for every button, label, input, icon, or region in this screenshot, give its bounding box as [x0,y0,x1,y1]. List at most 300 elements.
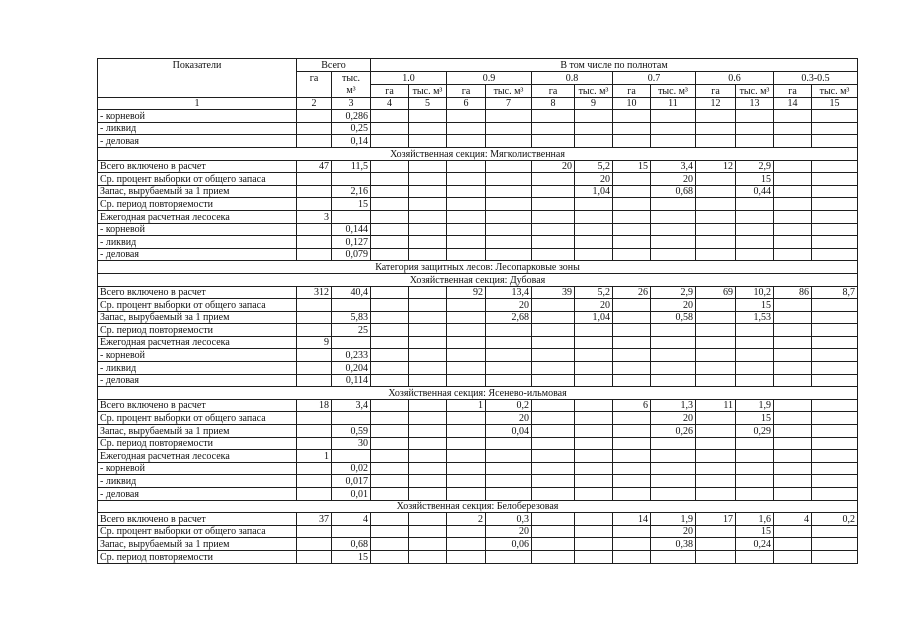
row-label: - деловая [98,374,297,387]
table-cell [532,110,575,123]
table-cell [774,462,812,475]
table-cell: 15 [736,525,774,538]
table-cell: 0,26 [651,425,696,438]
table-cell [812,236,858,249]
density-header: 0.3-0.5 [774,71,858,84]
table-cell: 40,4 [332,286,371,299]
table-cell [812,399,858,412]
row-label: Ср. период повторяемости [98,324,297,337]
table-cell [651,210,696,223]
table-cell [613,412,651,425]
table-cell [447,210,486,223]
table-cell: 0,04 [486,425,532,438]
row-label: Ср. период повторяемости [98,437,297,450]
table-cell [696,525,736,538]
row-label: Ежегодная расчетная лесосека [98,450,297,463]
table-cell: 2 [447,513,486,526]
row-label: Ср. процент выборки от общего запаса [98,299,297,312]
table-cell [486,135,532,148]
row-label: Ср. процент выборки от общего запаса [98,525,297,538]
table-cell: 0,114 [332,374,371,387]
table-cell [532,525,575,538]
table-cell [774,399,812,412]
table-cell [532,488,575,501]
table-cell [774,324,812,337]
table-cell [297,550,332,563]
table-cell: 2,16 [332,185,371,198]
table-cell [696,462,736,475]
density-header: 1.0 [371,71,447,84]
table-cell: 0,58 [651,311,696,324]
table-cell: 1,04 [575,185,613,198]
table-cell [447,462,486,475]
table-cell [447,160,486,173]
table-cell [447,248,486,261]
table-cell [613,462,651,475]
table-cell [297,374,332,387]
table-cell [486,110,532,123]
row-label: - корневой [98,223,297,236]
table-cell [447,173,486,186]
table-row [98,437,858,450]
table-cell [447,185,486,198]
table-cell [371,324,409,337]
table-cell [447,299,486,312]
table-cell [332,173,371,186]
row-label: - деловая [98,135,297,148]
table-cell [575,513,613,526]
table-cell [409,437,447,450]
table-cell [532,135,575,148]
table-cell [812,362,858,375]
table-cell [696,450,736,463]
column-number: 9 [575,97,613,110]
table-cell [613,475,651,488]
table-cell [297,425,332,438]
table-cell [774,525,812,538]
table-cell: 1,9 [651,513,696,526]
table-cell [332,450,371,463]
table-row [98,362,858,375]
sub-header-volume: тыс. м³ [736,84,774,97]
table-cell: 312 [297,286,332,299]
table-cell [736,450,774,463]
table-cell: 15 [736,299,774,312]
row-label: Запас, вырубаемый за 1 прием [98,311,297,324]
table-cell: 0,017 [332,475,371,488]
table-cell [774,336,812,349]
table-cell [371,412,409,425]
table-cell [409,450,447,463]
table-cell [409,236,447,249]
table-cell: 15 [736,412,774,425]
table-cell [409,135,447,148]
table-cell [812,198,858,211]
table-cell [812,173,858,186]
table-row [98,135,858,148]
table-cell [447,236,486,249]
table-cell [332,412,371,425]
table-cell [371,210,409,223]
table-cell [575,475,613,488]
table-cell [736,437,774,450]
sub-header-volume: тыс. м³ [575,84,613,97]
table-cell [696,425,736,438]
density-header: 0.7 [613,71,696,84]
table-cell [774,185,812,198]
table-row [98,122,858,135]
table-cell [651,122,696,135]
table-row [98,450,858,463]
table-cell [371,488,409,501]
table-cell [486,324,532,337]
table-cell [532,299,575,312]
table-cell [532,198,575,211]
total-volume-header-top: тыс. [341,72,361,84]
table-cell [486,550,532,563]
table-cell [613,311,651,324]
table-cell [575,198,613,211]
table-cell [575,248,613,261]
column-number: 1 [98,97,297,110]
table-cell [332,525,371,538]
table-cell [736,248,774,261]
table-row [98,399,858,412]
table-cell: 0,2 [486,399,532,412]
table-cell [371,550,409,563]
table-cell [371,299,409,312]
table-cell: 0,44 [736,185,774,198]
table-cell [409,513,447,526]
table-cell [696,311,736,324]
table-cell: 5,83 [332,311,371,324]
column-number: 11 [651,97,696,110]
table-cell [575,374,613,387]
table-cell [575,324,613,337]
table-cell [409,525,447,538]
table-cell [532,475,575,488]
sub-header-ha: га [532,84,575,97]
table-cell [409,185,447,198]
table-cell [297,236,332,249]
table-cell [651,248,696,261]
sub-header-volume: тыс. м³ [409,84,447,97]
table-cell [409,349,447,362]
table-cell [297,135,332,148]
table-cell [696,223,736,236]
table-cell [736,374,774,387]
table-cell [447,550,486,563]
table-cell [409,286,447,299]
table-cell [812,336,858,349]
table-cell [409,223,447,236]
section-row [98,273,858,286]
table-cell [486,488,532,501]
table-cell [774,248,812,261]
table-row [98,185,858,198]
table-cell [736,550,774,563]
table-cell [613,135,651,148]
category-row [98,261,858,274]
row-label: Ср. период повторяемости [98,550,297,563]
table-cell [696,362,736,375]
table-cell [371,173,409,186]
row-label: Запас, вырубаемый за 1 прием [98,538,297,551]
table-cell [575,362,613,375]
table-cell [651,362,696,375]
table-cell [812,349,858,362]
table-cell [409,324,447,337]
table-cell [774,122,812,135]
row-label: Ежегодная расчетная лесосека [98,210,297,223]
column-number: 2 [297,97,332,110]
table-cell [447,538,486,551]
density-header: 0.8 [532,71,613,84]
table-cell [409,462,447,475]
table-cell [371,349,409,362]
table-cell: 17 [696,513,736,526]
total-volume-header-unit: м³ [346,84,356,96]
table-cell [297,412,332,425]
table-cell [613,450,651,463]
table-cell: 20 [651,412,696,425]
table-cell [532,399,575,412]
table-cell [297,437,332,450]
table-row [98,513,858,526]
table-cell [409,550,447,563]
table-cell: 20 [532,160,575,173]
table-row [98,248,858,261]
table-cell [409,160,447,173]
table-cell [613,538,651,551]
column-number: 4 [371,97,409,110]
row-label: Ср. процент выборки от общего запаса [98,173,297,186]
table-cell [371,538,409,551]
table-cell [696,550,736,563]
section-title: Хозяйственная секция: Дубовая [98,273,858,286]
table-cell: 0,127 [332,236,371,249]
table-cell [447,475,486,488]
table-cell [613,299,651,312]
table-cell [696,324,736,337]
table-cell [812,110,858,123]
table-cell [613,437,651,450]
table-cell [532,362,575,375]
table-cell: 0,286 [332,110,371,123]
table-cell [297,173,332,186]
table-cell [486,236,532,249]
table-cell [575,450,613,463]
table-cell [812,525,858,538]
row-label: - деловая [98,488,297,501]
section-title: Хозяйственная секция: Мягколиственная [98,147,858,160]
table-cell [774,173,812,186]
table-cell [371,475,409,488]
row-label: Всего включено в расчет [98,399,297,412]
table-cell [486,223,532,236]
table-cell [532,550,575,563]
row-label: - корневой [98,462,297,475]
table-cell [297,324,332,337]
table-cell [736,362,774,375]
table-cell [696,173,736,186]
table-cell [486,362,532,375]
table-cell [812,374,858,387]
table-cell [774,362,812,375]
table-cell [774,412,812,425]
table-cell [447,135,486,148]
table-row [98,173,858,186]
table-cell: 92 [447,286,486,299]
table-cell: 30 [332,437,371,450]
table-cell [447,374,486,387]
table-cell [409,374,447,387]
table-cell [774,299,812,312]
table-cell [812,437,858,450]
table-cell: 1,04 [575,311,613,324]
table-cell: 2,68 [486,311,532,324]
table-cell [696,248,736,261]
table-cell [297,475,332,488]
table-cell [371,185,409,198]
table-cell [297,488,332,501]
table-cell [447,437,486,450]
table-row [98,412,858,425]
table-cell [774,198,812,211]
table-cell [371,122,409,135]
indicators-header: Показатели [98,59,297,98]
table-cell [371,160,409,173]
row-label: Запас, вырубаемый за 1 прием [98,185,297,198]
table-cell [575,399,613,412]
table-cell [332,299,371,312]
table-cell [371,223,409,236]
table-cell: 26 [613,286,651,299]
table-cell [371,450,409,463]
table-cell: 86 [774,286,812,299]
table-cell [297,538,332,551]
table-cell [371,311,409,324]
table-row [98,525,858,538]
table-row [98,324,858,337]
table-cell [736,122,774,135]
table-cell [486,336,532,349]
table-cell [575,412,613,425]
table-row [98,425,858,438]
table-cell [651,450,696,463]
section-row [98,147,858,160]
row-label: - ликвид [98,362,297,375]
table-cell [812,324,858,337]
table-cell [409,311,447,324]
table-cell [447,425,486,438]
table-cell [447,324,486,337]
table-cell: 0,144 [332,223,371,236]
column-number: 12 [696,97,736,110]
table-cell [651,462,696,475]
table-cell [812,223,858,236]
table-cell [651,336,696,349]
table-cell [297,185,332,198]
density-header: 0.9 [447,71,532,84]
row-label: Всего включено в расчет [98,513,297,526]
table-cell [409,248,447,261]
table-cell [371,286,409,299]
table-cell: 0,59 [332,425,371,438]
table-cell [736,462,774,475]
row-label: Ежегодная расчетная лесосека [98,336,297,349]
table-cell [532,185,575,198]
table-row [98,223,858,236]
table-cell: 14 [613,513,651,526]
table-cell [651,349,696,362]
table-cell [696,336,736,349]
table-cell [409,210,447,223]
row-label: Всего включено в расчет [98,160,297,173]
table-cell [696,210,736,223]
table-cell [651,236,696,249]
table-cell: 0,079 [332,248,371,261]
table-cell [696,185,736,198]
table-cell [651,324,696,337]
table-cell [371,198,409,211]
table-row [98,538,858,551]
table-cell: 15 [736,173,774,186]
table-cell [486,122,532,135]
table-cell [774,425,812,438]
table-cell [332,336,371,349]
table-cell [774,538,812,551]
row-label: - ликвид [98,122,297,135]
table-cell [613,185,651,198]
row-label: Ср. период повторяемости [98,198,297,211]
table-cell: 6 [613,399,651,412]
table-cell [532,210,575,223]
table-cell [696,299,736,312]
table-cell: 8,7 [812,286,858,299]
table-cell [532,538,575,551]
table-cell: 3,4 [651,160,696,173]
table-cell [696,135,736,148]
table-cell [774,236,812,249]
table-cell [736,349,774,362]
table-cell [651,550,696,563]
table-cell [409,110,447,123]
table-cell [696,475,736,488]
table-cell [297,525,332,538]
forest-calculation-table [97,58,858,564]
table-cell [613,336,651,349]
table-cell [613,324,651,337]
table-cell: 3 [297,210,332,223]
table-cell [812,311,858,324]
table-cell [613,210,651,223]
document-page [97,58,857,564]
table-cell [613,173,651,186]
column-number: 6 [447,97,486,110]
table-cell [736,198,774,211]
table-cell [812,160,858,173]
table-row [98,374,858,387]
table-row [98,488,858,501]
table-cell [532,349,575,362]
table-cell [486,198,532,211]
row-label: - деловая [98,248,297,261]
table-cell: 3,4 [332,399,371,412]
row-label: - корневой [98,110,297,123]
table-cell [736,236,774,249]
table-cell [575,135,613,148]
